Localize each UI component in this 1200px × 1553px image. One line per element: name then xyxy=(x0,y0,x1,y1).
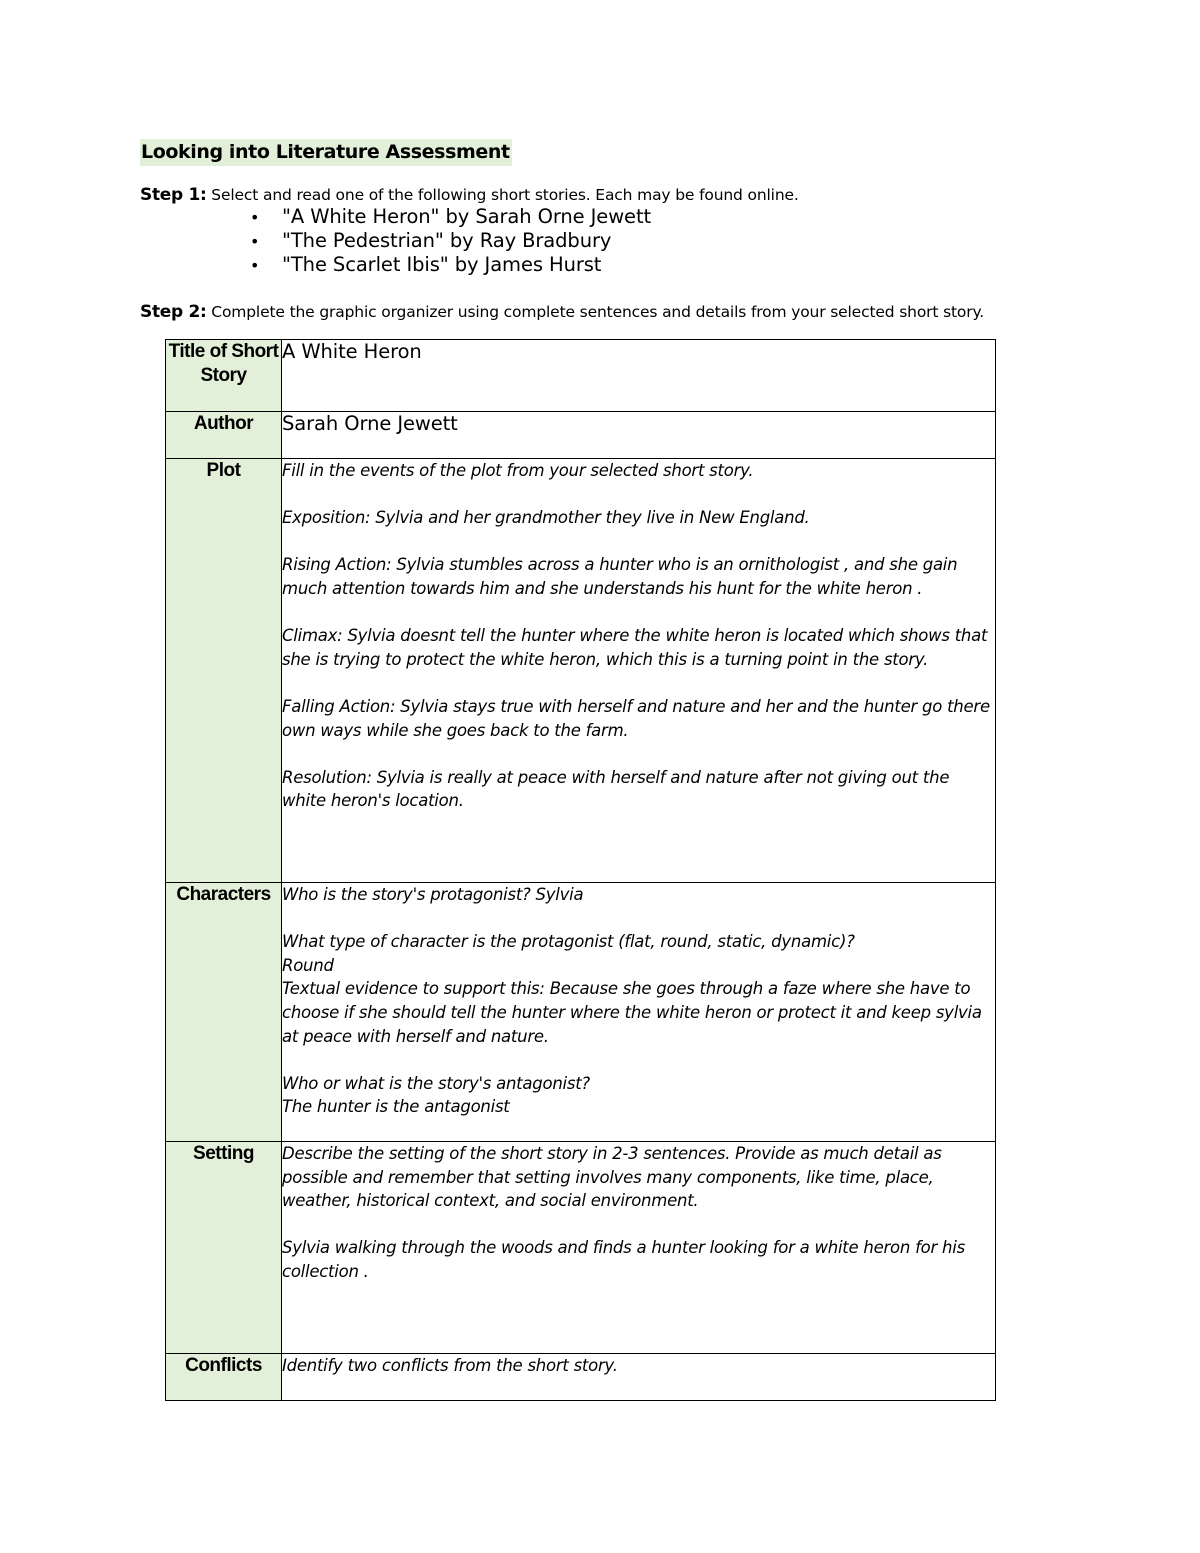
table-row xyxy=(166,412,996,459)
step-2-text: Complete the graphic organizer using complete sentences and details from your selected short story. xyxy=(206,303,985,321)
list-item xyxy=(250,253,651,277)
conflicts-prompt: Identify two conflicts from the short story. xyxy=(282,1356,618,1375)
bullet-icon: • xyxy=(250,208,260,227)
character-type-question: What type of character is the protagonist (flat, round, static, dynamic)? xyxy=(282,932,855,952)
author-value: Sarah Orne Jewett xyxy=(282,412,458,435)
story-option: "The Pedestrian" by Ray Bradbury xyxy=(282,229,612,252)
title-value-cell[interactable] xyxy=(282,340,996,412)
setting-content-cell[interactable] xyxy=(282,1142,996,1354)
author-value-cell[interactable] xyxy=(282,412,996,459)
plot-exposition: Exposition: Sylvia and her grandmother they live in New England. xyxy=(282,508,810,528)
characters-content-cell[interactable] xyxy=(282,883,996,1142)
plot-label: Plot xyxy=(206,460,241,481)
plot-climax: Climax: Sylvia doesnt tell the hunter where the white heron is located which shows that she is trying to protect the white heron, which this is a turning point in the story. xyxy=(282,626,988,669)
plot-rising-action: Rising Action: Sylvia stumbles across a hunter who is an ornithologist , and she gain much attention towards him and she understands his hunt for the white heron . xyxy=(282,555,958,598)
textual-evidence: Textual evidence to support this: Because she goes through a faze where she have to choose if she should tell the hunter where the white heron or protect it and keep sylvia at peace with herself and nature. xyxy=(282,979,982,1046)
step-2-instruction xyxy=(140,301,984,323)
step-1-instruction xyxy=(140,184,799,206)
step-1-label: Step 1: xyxy=(140,185,207,205)
setting-label: Setting xyxy=(193,1143,254,1164)
setting-label-cell xyxy=(166,1142,282,1354)
characters-label-cell xyxy=(166,883,282,1142)
conflicts-label: Conflicts xyxy=(185,1355,262,1376)
graphic-organizer-table xyxy=(165,339,996,1401)
table-row xyxy=(166,459,996,883)
antagonist-answer: The hunter is the antagonist xyxy=(282,1097,510,1117)
character-type-answer: Round xyxy=(282,955,334,975)
plot-content-cell[interactable] xyxy=(282,459,996,883)
page-title: Looking into Literature Assessment xyxy=(140,139,512,166)
plot-falling-action: Falling Action: Sylvia stays true with herself and nature and her and the hunter go there own ways while she goes back to the farm. xyxy=(282,696,990,740)
setting-prompt: Describe the setting of the short story in 2-3 sentences. Provide as much detail as possible and remember that setting involves many components, like time, place, weather, historical context, and social environment. xyxy=(282,1144,942,1211)
author-label: Author xyxy=(193,413,254,434)
table-row xyxy=(166,340,996,412)
list-item xyxy=(250,229,651,253)
title-label-cell xyxy=(166,340,282,412)
table-row xyxy=(166,883,996,1142)
bullet-icon: • xyxy=(250,232,260,251)
step-1-text: Select and read one of the following short stories. Each may be found online. xyxy=(206,186,799,204)
setting-answer: Sylvia walking through the woods and finds a hunter looking for a white heron for his collection . xyxy=(282,1238,965,1281)
conflicts-content-cell[interactable] xyxy=(282,1354,996,1401)
table-row xyxy=(166,1354,996,1401)
plot-resolution: Resolution: Sylvia is really at peace with herself and nature after not giving out the white heron's location. xyxy=(282,767,950,811)
story-list xyxy=(250,205,651,277)
title-value: A White Heron xyxy=(282,340,422,363)
story-option: "A White Heron" by Sarah Orne Jewett xyxy=(282,205,652,228)
title-label: Title of Short Story xyxy=(168,341,279,386)
characters-label: Characters xyxy=(176,884,271,905)
story-option: "The Scarlet Ibis" by James Hurst xyxy=(282,253,602,276)
antagonist-question: Who or what is the story's antagonist? xyxy=(282,1073,590,1093)
list-item xyxy=(250,205,651,229)
step-2-label: Step 2: xyxy=(140,302,207,322)
bullet-icon: • xyxy=(250,256,260,275)
plot-label-cell xyxy=(166,459,282,883)
plot-prompt: Fill in the events of the plot from your selected short story. xyxy=(282,461,754,480)
protagonist-question: Who is the story's protagonist? Sylvia xyxy=(282,885,584,904)
table-row xyxy=(166,1142,996,1354)
conflicts-label-cell xyxy=(166,1354,282,1401)
author-label-cell xyxy=(166,412,282,459)
